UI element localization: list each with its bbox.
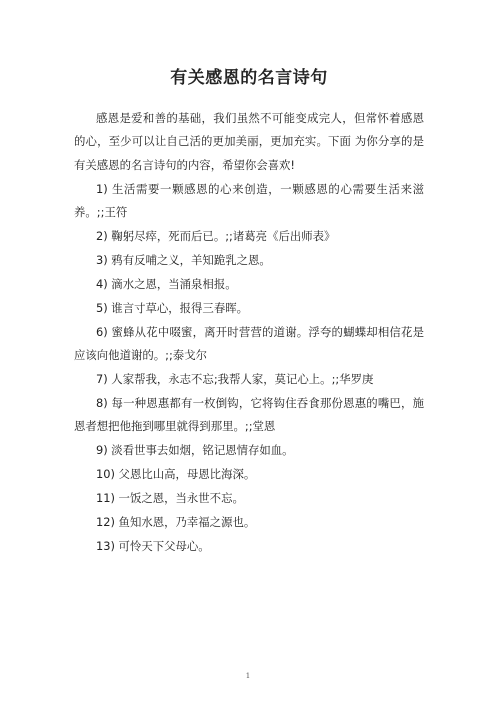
quote-3: 3) 鸦有反哺之义，羊知跪乳之恩。 xyxy=(96,252,271,267)
quote-13: 13) 可怜天下父母心。 xyxy=(96,538,210,553)
document-body xyxy=(74,107,424,558)
quote-1: 1) 生活需要一颗感恩的心来创造，一颗感恩的心需要生活来滋养。;;王符 xyxy=(74,181,424,220)
quote-5: 5) 谁言寸草心，报得三春晖。 xyxy=(96,300,248,315)
quote-4: 4) 滴水之恩，当涌泉相报。 xyxy=(96,276,237,291)
quote-8: 8) 每一种恩惠都有一枚倒钩，它将钩住吞食那份恩惠的嘴巴，施恩者想把他拖到哪里就得到那里。;;堂恩 xyxy=(74,395,424,434)
intro-paragraph: 感恩是爱和善的基础，我们虽然不可能变成完人，但常怀着感恩的心，至少可以让自己活的更加美丽，更加充实。下面 为你分享的是有关感恩的名言诗句的内容，希望你会喜欢! xyxy=(74,111,424,172)
quote-2: 2) 鞠躬尽瘁，死而后已。;;诸葛亮《后出师表》 xyxy=(96,229,336,244)
quote-9: 9) 淡看世事去如烟，铭记恩情存如血。 xyxy=(96,443,294,458)
quote-7: 7) 人家帮我，永志不忘;我帮人家，莫记心上。;;华罗庚 xyxy=(96,371,374,386)
document-title: 有关感恩的名言诗句 xyxy=(170,68,328,88)
quote-6: 6) 蜜蜂从花中啜蜜，离开时营营的道谢。浮夸的蝴蝶却相信花是应该向他道谢的。;;泰戈尔 xyxy=(74,324,424,363)
quote-11: 11) 一饭之恩，当永世不忘。 xyxy=(96,491,244,505)
page-number: 1 xyxy=(245,672,251,680)
quote-10: 10) 父恩比山高，母恩比海深。 xyxy=(96,467,256,482)
quote-12: 12) 鱼知水恩，乃幸福之源也。 xyxy=(96,514,256,529)
